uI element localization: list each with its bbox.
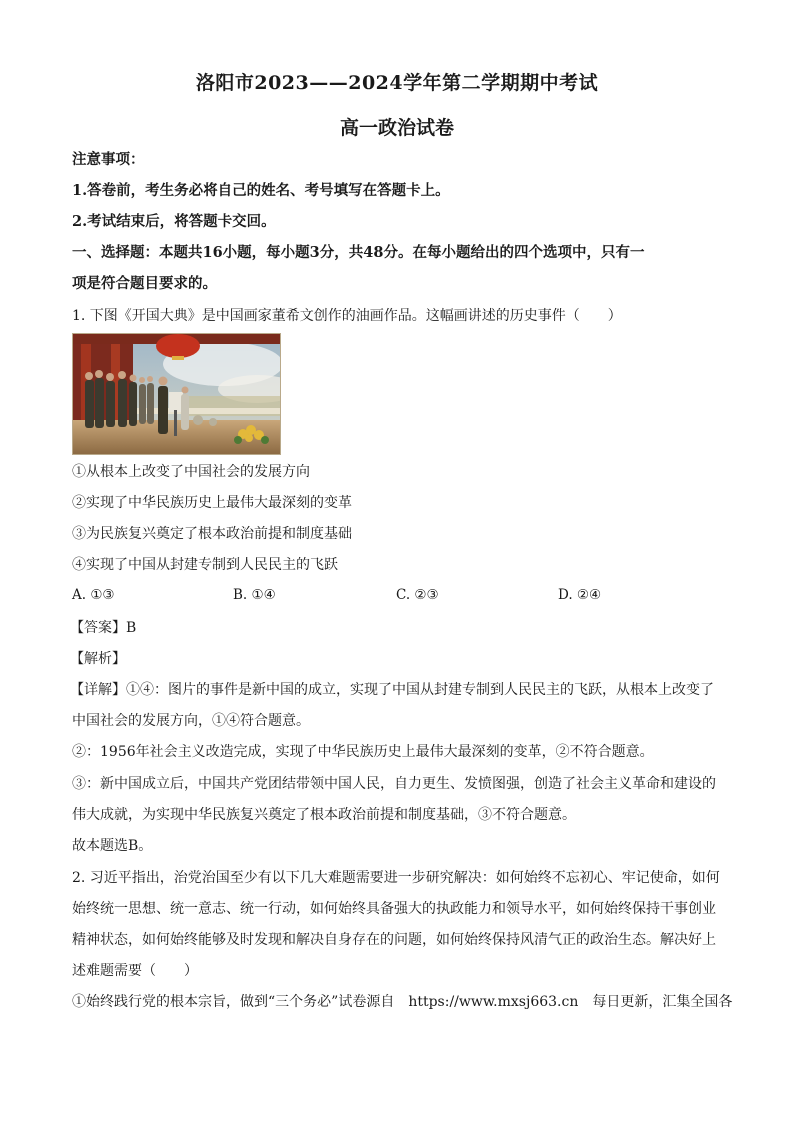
answer-tag: 【答案】 [70,620,126,636]
q2-statement-1: ①始终践行党的根本宗旨，做到“三个务必”试卷源自 https://www.mxsj663.cn 每日更新，汇集全国各 [72,994,733,1010]
section-instruction-line-1: 一、选择题：本题共16小题，每小题3分，共48分。在每小题给出的四个选项中，只有一 [72,244,645,261]
q1-statement-3: ③为民族复兴奠定了根本政治前提和制度基础 [72,526,352,542]
q2-line-3: 精神状态，如何始终能够及时发现和解决自身存在的问题，如何始终保持风清气正的政治生态。解决好上 [72,932,716,948]
q1-statement-4: ④实现了中国从封建专制到人民民主的飞跃 [72,557,338,573]
detail-tag: 【详解】 [70,682,126,698]
q2-line-4: 述难题需要（ ） [72,963,198,979]
q1-statement-1: ①从根本上改变了中国社会的发展方向 [72,464,310,480]
q1-option-c: C. ②③ [396,587,439,603]
exam-title: 洛阳市2023——2024学年第二学期期中考试 [195,72,599,94]
detail-line-1 [70,680,714,700]
q1-option-b: B. ①④ [233,587,276,603]
detail-line-4: ③：新中国成立后，中国共产党团结带领中国人民，自力更生、发愤图强，创造了社会主义革命和建设的 [72,776,716,792]
answer-row [70,618,136,638]
notice-item-2: 2.考试结束后，将答题卡交回。 [72,213,276,230]
q2-line-2: 始终统一思想、统一意志、统一行动，如何始终具备强大的执政能力和领导水平，如何始终保持干事创业 [72,901,716,917]
notice-item-1: 1.答卷前，考生务必将自己的姓名、考号填写在答题卡上。 [72,182,450,199]
detail-line-5: 伟大成就，为实现中华民族复兴奠定了根本政治前提和制度基础，③不符合题意。 [72,807,576,823]
detail-line-3: ②：1956年社会主义改造完成，实现了中华民族历史上最伟大最深刻的变革，②不符合题意。 [72,744,654,760]
analysis-tag: 【解析】 [70,651,126,667]
section-instruction-line-2: 项是符合题目要求的。 [72,275,217,292]
q1-statement-2: ②实现了中华民族历史上最伟大最深刻的变革 [72,495,352,511]
q1-option-a: A. ①③ [72,587,115,603]
question-1-stem: 1. 下图《开国大典》是中国画家董希文创作的油画作品。这幅画讲述的历史事件（ ） [72,308,622,324]
q1-option-d: D. ②④ [558,587,602,603]
detail-text-1: ①④：图片的事件是新中国的成立，实现了中国从封建专制到人民民主的飞跃，从根本上改变了 [126,682,714,698]
q2-line-1: 2. 习近平指出，治党治国至少有以下几大难题需要进一步研究解决：如何始终不忘初心、牢记使命，如何 [72,870,720,886]
detail-line-2: 中国社会的发展方向，①④符合题意。 [72,713,310,729]
answer-value: B [126,620,137,636]
detail-line-6: 故本题选B。 [72,838,153,854]
notice-heading: 注意事项： [72,151,145,168]
exam-subtitle: 高一政治试卷 [339,117,454,139]
painting-image [73,334,280,454]
founding-ceremony-painting [72,333,281,455]
